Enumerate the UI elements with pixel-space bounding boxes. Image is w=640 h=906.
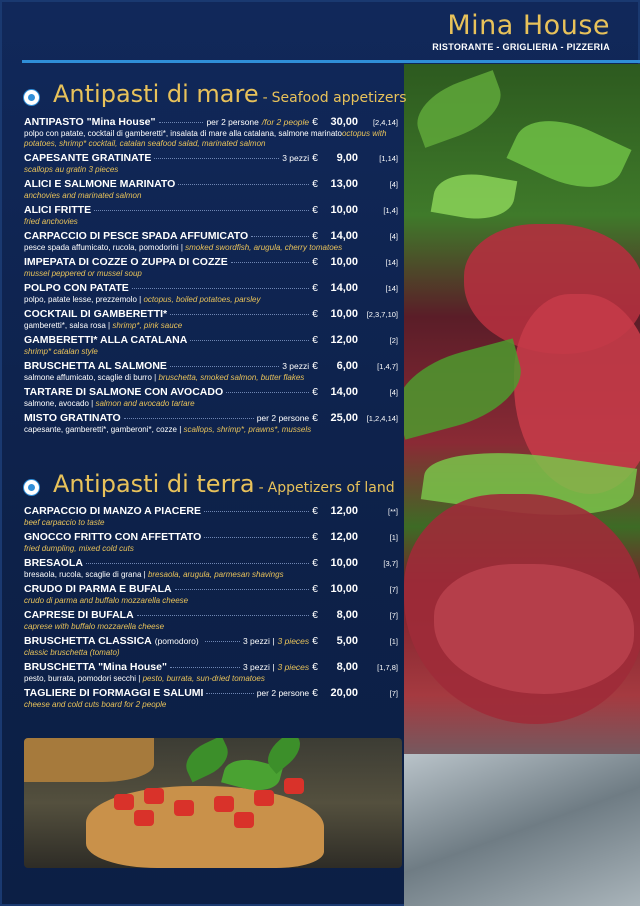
description-en: salmon and avocado tartare [95,399,195,408]
portion-info [257,688,309,698]
dish-price: 10,00 [330,308,358,320]
dot-leader [132,288,309,289]
tomato-piece [254,790,274,806]
menu-item-row [24,609,398,622]
dish-description [24,347,398,357]
description-en: beef carpaccio to taste [24,518,105,527]
dish-name-extra: (pomodoro) [154,636,199,646]
currency-symbol: € [312,334,318,346]
dish-description [24,321,398,331]
dish-name: CRUDO DI PARMA E BUFALA [24,583,172,595]
currency-symbol: € [312,230,318,242]
dish-name: CARPACCIO DI PESCE SPADA AFFUMICATO [24,230,249,242]
portion-info [206,117,309,127]
allergen-codes: [4] [389,232,398,241]
dish-description [24,544,398,554]
description-en: scallops au gratin 3 pieces [24,165,119,174]
dish-description [24,399,398,409]
header-divider [22,60,640,63]
dish-name: ANTIPASTO "Mina House" [24,116,156,128]
dish-name: CAPRESE DI BUFALA [24,609,134,621]
description-en: mussel peppered or mussel soup [24,269,142,278]
dish-name: POLPO CON PATATE [24,282,129,294]
dot-leader [190,340,309,341]
dot-leader [170,667,240,668]
currency-symbol: € [312,635,318,647]
dish-price: 14,00 [330,230,358,242]
currency-symbol: € [312,256,318,268]
portion-info [243,636,309,646]
dish-name: ALICI FRITTE [24,204,92,216]
photo-bresaola-salad [404,64,640,906]
dish-description [24,295,398,305]
menu-item [24,583,398,606]
menu-item [24,360,398,383]
dish-description [24,700,398,710]
menu-item-row [24,661,398,674]
leaf-shape [506,104,631,205]
section-heading-land [24,470,395,504]
section-bullet-icon [24,90,39,105]
tomato-piece [134,810,154,826]
dish-price: 20,00 [330,687,358,699]
tomato-piece [214,796,234,812]
currency-symbol: € [312,505,318,517]
currency-symbol: € [312,152,318,164]
serving-plate [404,754,640,906]
description-it: bresaola, rucola, scaglie di grana | [24,570,148,579]
section-title-sep: - [258,480,264,496]
dish-name: ALICI E SALMONE MARINATO [24,178,176,190]
currency-symbol: € [312,412,318,424]
dish-name: BRUSCHETTA CLASSICA [24,635,152,647]
tomato-piece [234,812,254,828]
description-it: capesante, gamberetti*, gamberoni*, cozze | [24,425,184,434]
dish-name: CARPACCIO DI MANZO A PIACERE [24,505,201,517]
dish-price: 12,00 [330,531,358,543]
leaf-shape [408,70,510,148]
dish-price: 14,00 [330,386,358,398]
menu-item-row [24,204,398,217]
description-en: octopus, boiled potatoes, parsley [143,295,261,304]
menu-item [24,386,398,409]
dish-price: 13,00 [330,178,358,190]
dish-price: 14,00 [330,282,358,294]
allergen-codes: [2,4,14] [372,118,398,127]
dish-price: 30,00 [330,116,358,128]
description-en: anchovies and marinated salmon [24,191,142,200]
allergen-codes: [1,2,4,14] [366,414,398,423]
allergen-codes: [3,7] [383,559,398,568]
dish-price: 12,00 [330,334,358,346]
tomato-piece [284,778,304,794]
dish-name: GNOCCO FRITTO CON AFFETTATO [24,531,202,543]
menu-item [24,661,398,684]
portion-info [282,153,309,163]
brand-title: Mina House [447,10,610,41]
currency-symbol: € [312,178,318,190]
portion-it: 3 pezzi [282,361,310,371]
description-it: salmone affumicato, scaglie di burro | [24,373,159,382]
menu-item [24,308,398,331]
portion-it: 3 pezzi [282,153,310,163]
menu-item-row [24,256,398,269]
header [2,2,640,60]
menu-item [24,531,398,554]
menu-item [24,609,398,632]
menu-item-row [24,360,398,373]
dot-leader [206,693,253,694]
dot-leader [205,641,240,642]
dish-description [24,165,398,175]
dish-name: BRUSCHETTA "Mina House" [24,661,167,673]
description-it: polpo con patate, cocktail di gamberetti*, insalata di mare alla catalana, salmone marinato [24,129,342,138]
dish-price: 9,00 [336,152,358,164]
menu-item [24,116,398,149]
portion-info [243,662,309,672]
dish-name: TARTARE DI SALMONE CON AVOCADO [24,386,224,398]
description-it: gamberetti*, salsa rosa | [24,321,113,330]
dish-price: 25,00 [330,412,358,424]
description-en: shrimp* catalan style [24,347,98,356]
menu-item-row [24,308,398,321]
description-en: pesto, burrata, sun-dried tomatoes [142,674,265,683]
portion-it: 3 pezzi | [242,662,275,672]
currency-symbol: € [312,360,318,372]
portion-info [282,361,309,371]
allergen-codes: [1,14] [379,154,398,163]
allergen-codes: [1] [389,533,398,542]
currency-symbol: € [312,583,318,595]
menu-item-row [24,386,398,399]
section-title-sep: - [262,90,268,106]
allergen-codes: [7] [389,689,398,698]
dish-name: MISTO GRATINATO [24,412,121,424]
menu-item-row [24,334,398,347]
dish-price: 10,00 [330,204,358,216]
menu-item-row [24,531,398,544]
dish-name: BRESAOLA [24,557,83,569]
bread-back [24,738,154,782]
menu-item-row [24,178,398,191]
dish-description [24,518,398,528]
description-en: fried dumpling, mixed cold cuts [24,544,134,553]
menu-item [24,230,398,253]
tomato-piece [114,794,134,810]
description-en: bruschetta, smoked salmon, butter flakes [158,373,305,382]
dish-description [24,243,398,253]
dish-name: BRUSCHETTA AL SALMONE [24,360,167,372]
allergen-codes: [1,7,8] [377,663,398,672]
dish-description [24,425,398,435]
dot-leader [226,392,309,393]
dish-description [24,648,398,658]
currency-symbol: € [312,204,318,216]
dish-name: IMPEPATA DI COZZE O ZUPPA DI COZZE [24,256,228,268]
dish-description [24,596,398,606]
photo-bruschetta [24,738,402,868]
description-en: smoked swordfish, arugula, cherry tomatoes [185,243,343,252]
description-en: bresaola, arugula, parmesan shavings [147,570,284,579]
menu-item [24,178,398,201]
dot-leader [170,314,309,315]
menu-item-row [24,412,398,425]
dish-description [24,373,398,383]
dish-name: CAPESANTE GRATINATE [24,152,152,164]
allergen-codes: [1] [389,637,398,646]
currency-symbol: € [312,531,318,543]
currency-symbol: € [312,661,318,673]
allergen-codes: [1,4,7] [377,362,398,371]
menu-item-row [24,116,398,129]
portion-en: 3 pieces [277,662,310,672]
dish-name: TAGLIERE DI FORMAGGI E SALUMI [24,687,204,699]
currency-symbol: € [312,386,318,398]
dot-leader [124,418,254,419]
section-heading-seafood [24,80,407,114]
description-en: octopus with potatoes, shrimp* cocktail, catalan seafood salad, marinated salmon [24,129,387,148]
menu-item [24,412,398,435]
menu-item-row [24,583,398,596]
dot-leader [137,615,309,616]
section-title-it: Antipasti di mare [53,80,259,108]
description-en: classic bruschetta (tomato) [24,648,120,657]
dot-leader [159,122,204,123]
menu-item [24,635,398,658]
dot-leader [231,262,309,263]
dot-leader [154,158,279,159]
menu-item [24,152,398,175]
dot-leader [251,236,309,237]
dish-price: 8,00 [336,609,358,621]
section-title-it: Antipasti di terra [53,470,255,498]
menu-item-row [24,282,398,295]
dish-description [24,217,398,227]
description-en: caprese with buffalo mozzarella cheese [24,622,165,631]
dish-description [24,129,398,149]
menu-item-row [24,230,398,243]
currency-symbol: € [312,282,318,294]
dish-price: 6,00 [336,360,358,372]
dot-leader [86,563,309,564]
description-en: crudo di parma and buffalo mozzarella cheese [24,596,189,605]
menu-item [24,256,398,279]
dish-description [24,674,398,684]
dish-price: 10,00 [330,256,358,268]
menu-item-row [24,635,398,648]
portion-it: per 2 persone [206,117,259,127]
currency-symbol: € [312,687,318,699]
menu-item [24,687,398,710]
leaf-shape [431,167,518,225]
portion-en: 3 pieces [277,636,310,646]
description-it: salmone, avocado | [24,399,96,408]
menu-item [24,334,398,357]
portion-it: per 2 persone [256,688,310,698]
section-bullet-icon [24,480,39,495]
dish-description [24,570,398,580]
leaf-shape [404,338,531,439]
allergen-codes: [2] [389,336,398,345]
tomato-piece [174,800,194,816]
allergen-codes: [4] [389,388,398,397]
allergen-codes: [14] [385,258,398,267]
allergen-codes: [7] [389,611,398,620]
description-en: cheese and cold cuts board for 2 people [24,700,167,709]
dot-leader [178,184,309,185]
description-en: fried anchovies [24,217,78,226]
seafood-menu-list [24,116,398,438]
menu-item [24,505,398,528]
dish-price: 5,00 [336,635,358,647]
allergen-codes: [14] [385,284,398,293]
dish-description [24,269,398,279]
dish-price: 10,00 [330,557,358,569]
menu-item [24,557,398,580]
dish-price: 8,00 [336,661,358,673]
menu-item [24,282,398,305]
brand-subtitle: RISTORANTE - GRIGLIERIA - PIZZERIA [432,42,610,52]
menu-item [24,204,398,227]
tomato-piece [144,788,164,804]
allergen-codes: [**] [387,507,398,516]
currency-symbol: € [312,609,318,621]
allergen-codes: [7] [389,585,398,594]
description-it: pesce spada affumicato, rucola, pomodorini | [24,243,186,252]
dish-price: 10,00 [330,583,358,595]
description-en: shrimp*, pink sauce [112,321,183,330]
dot-leader [170,366,279,367]
portion-it: per 2 persone [256,413,310,423]
description-it: polpo, patate lesse, prezzemolo | [24,295,144,304]
section-title-en: Seafood appetizers [271,90,407,106]
menu-item-row [24,687,398,700]
section-title-en: Appetizers of land [267,480,395,496]
dish-name: COCKTAIL DI GAMBERETTI* [24,308,168,320]
allergen-codes: [4] [389,180,398,189]
allergen-codes: [1,4] [383,206,398,215]
land-menu-list [24,505,398,713]
dish-description [24,622,398,632]
description-it: pesto, burrata, pomodori secchi | [24,674,143,683]
currency-symbol: € [312,308,318,320]
dot-leader [175,589,310,590]
dish-description [24,191,398,201]
dot-leader [204,537,309,538]
allergen-codes: [2,3,7,10] [366,310,398,319]
menu-item-row [24,152,398,165]
portion-info [257,413,309,423]
portion-it: 3 pezzi | [242,636,275,646]
menu-item-row [24,557,398,570]
portion-en: /for 2 people [261,117,310,127]
dot-leader [204,511,309,512]
currency-symbol: € [312,116,318,128]
menu-item-row [24,505,398,518]
dish-name: GAMBERETTI* ALLA CATALANA [24,334,188,346]
currency-symbol: € [312,557,318,569]
description-en: scallops, shrimp*, prawns*, mussels [183,425,312,434]
dot-leader [94,210,309,211]
dish-price: 12,00 [330,505,358,517]
